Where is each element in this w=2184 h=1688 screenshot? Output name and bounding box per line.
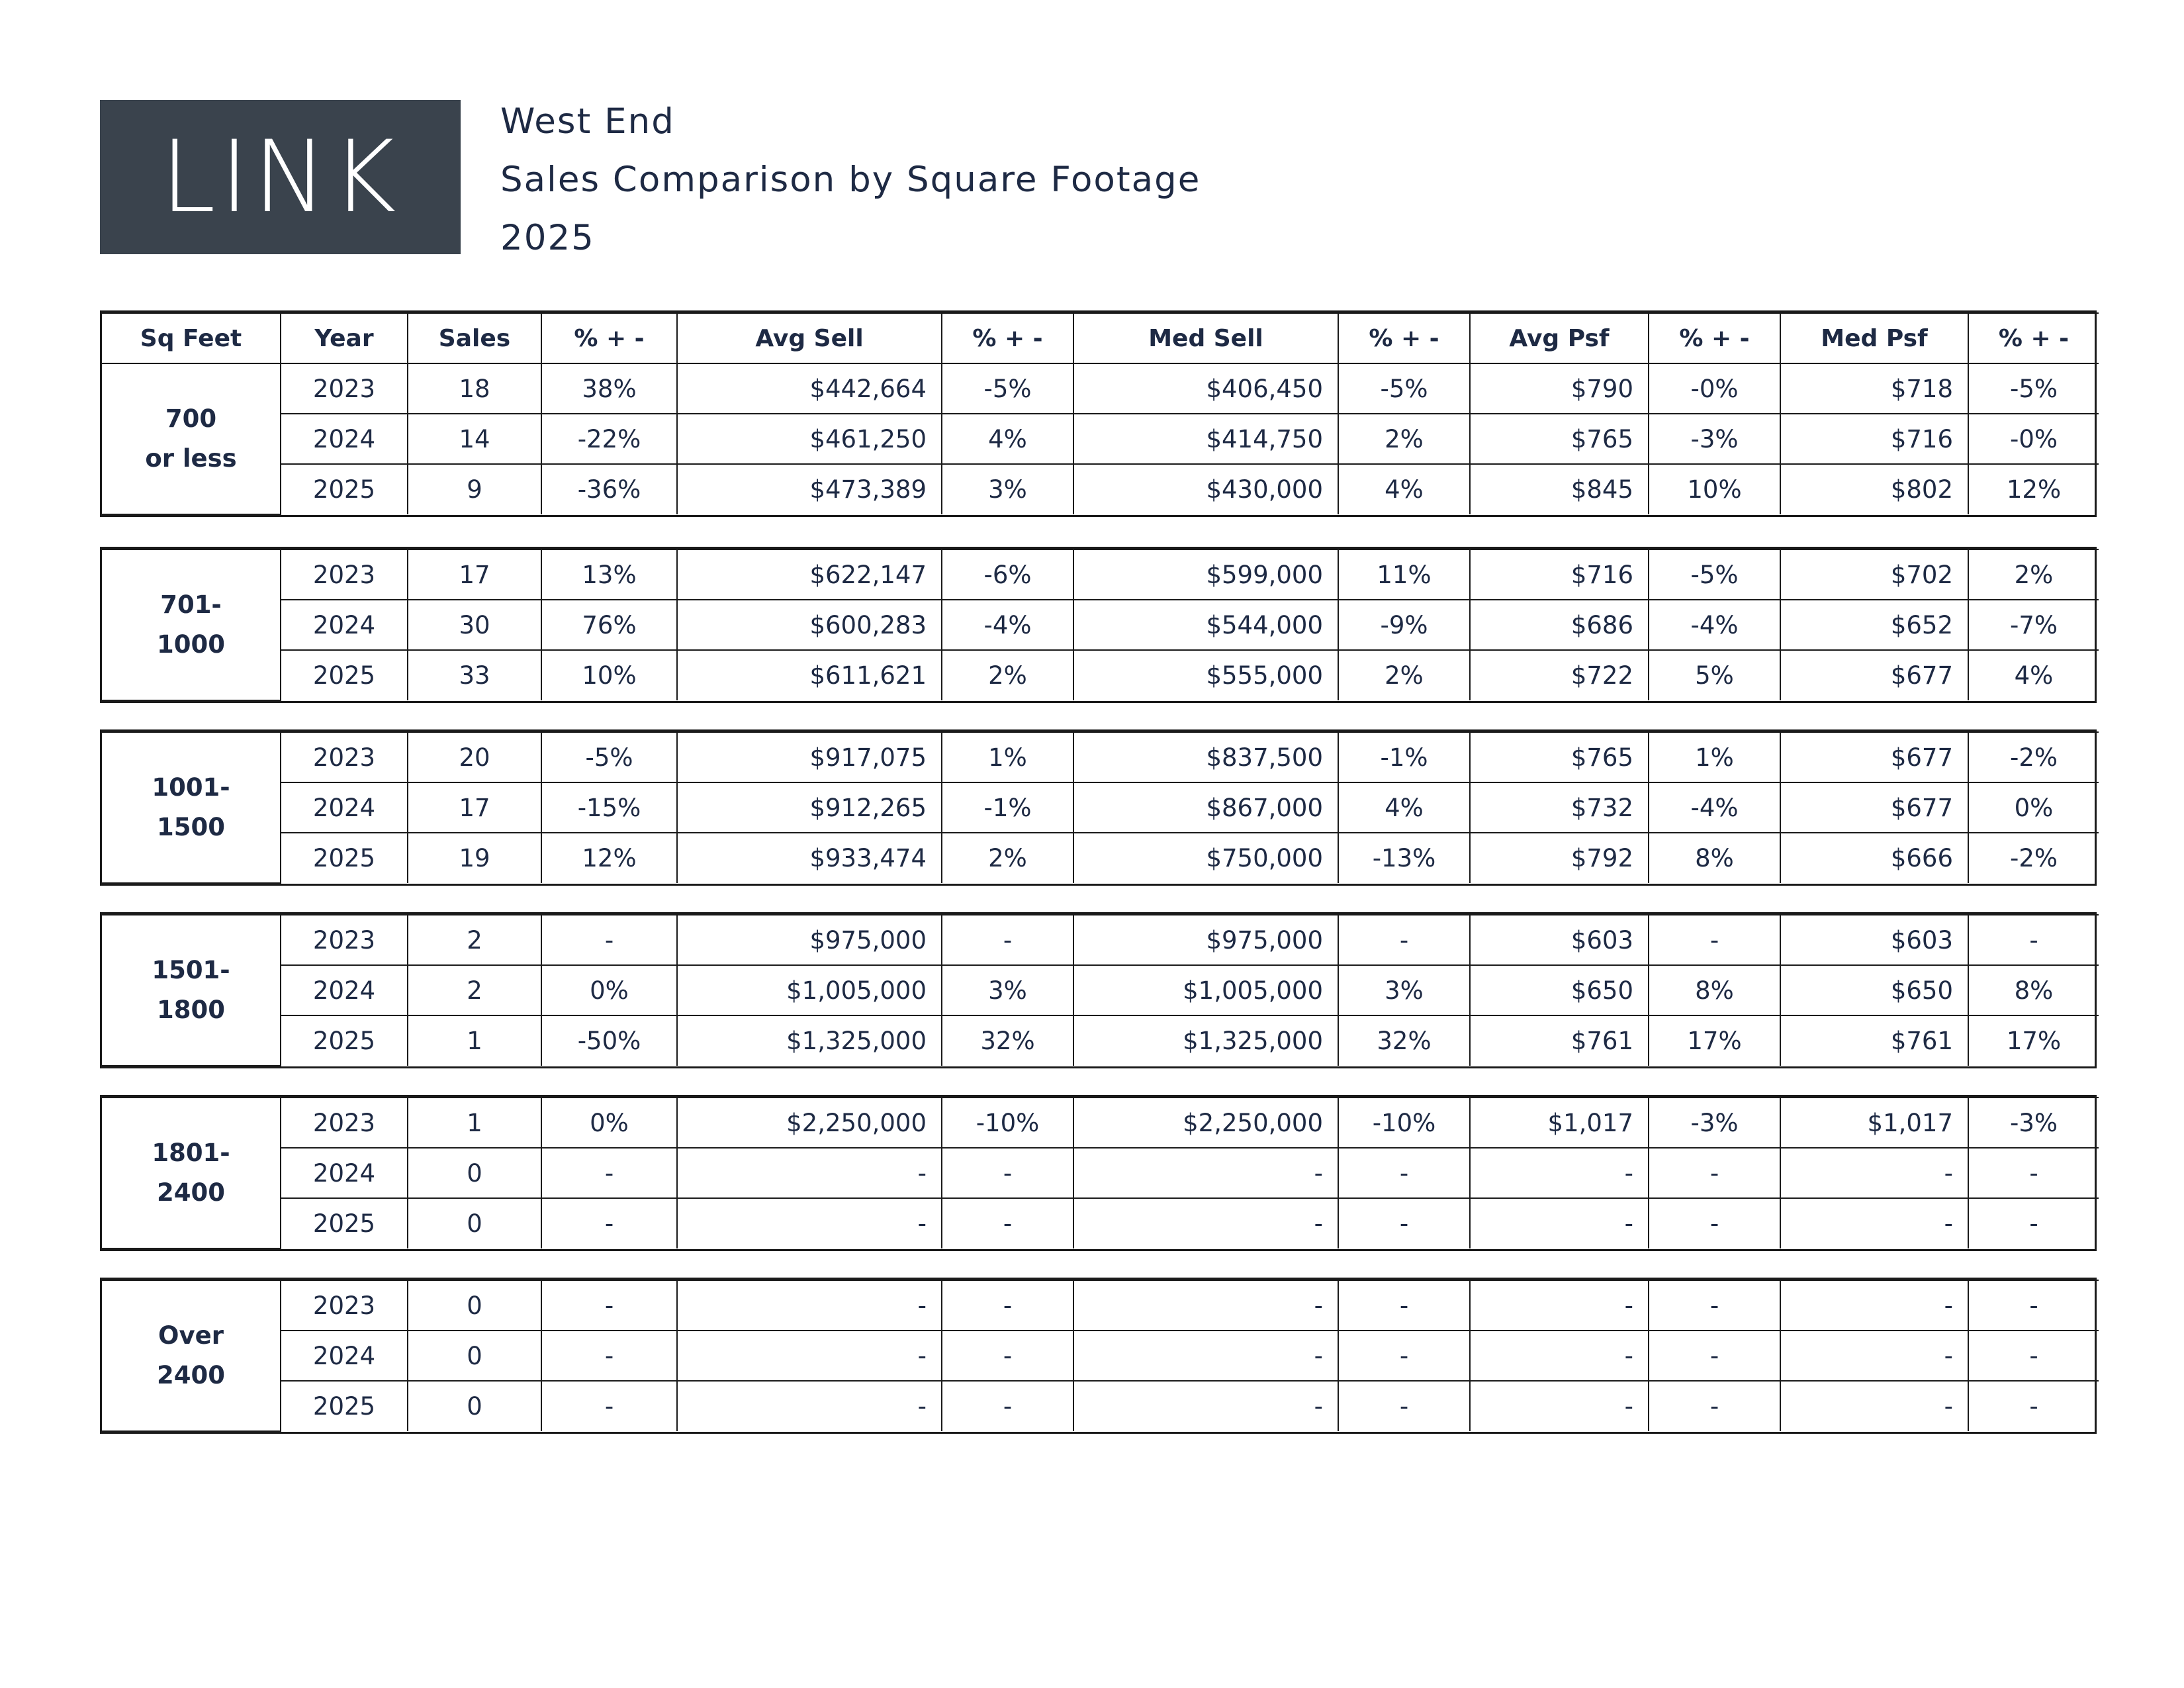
- table-cell: $599,000: [1073, 549, 1338, 600]
- table-cell: $716: [1780, 414, 1968, 464]
- table-cell: 38%: [541, 363, 677, 414]
- table-cell: -: [541, 1198, 677, 1248]
- table-row: [102, 1015, 2099, 1066]
- table-row: [102, 1381, 2099, 1431]
- table-cell: -: [541, 1331, 677, 1381]
- table-cell: -: [1968, 1198, 2099, 1248]
- sqft-group-table: [100, 729, 2097, 886]
- table-cell: -: [1338, 915, 1470, 965]
- table-cell: 2025: [281, 464, 408, 514]
- table-cell: -3%: [1968, 1098, 2099, 1148]
- table-cell: 1: [408, 1015, 541, 1066]
- table-cell: 0: [408, 1148, 541, 1198]
- table-row: [102, 464, 2099, 514]
- table-row: [102, 1280, 2099, 1331]
- table-cell: -: [1968, 1381, 2099, 1431]
- table-cell: -1%: [942, 782, 1073, 833]
- table-cell: 8%: [1649, 833, 1780, 883]
- sqft-range-label: [102, 1098, 281, 1248]
- table-cell: -: [1073, 1280, 1338, 1331]
- table-cell: 1: [408, 1098, 541, 1148]
- sqft-range-line2: 2400: [157, 1361, 225, 1389]
- company-logo: LINK: [100, 100, 461, 254]
- table-cell: $1,325,000: [677, 1015, 942, 1066]
- table-cell: -: [677, 1381, 942, 1431]
- table-cell: -: [1470, 1381, 1649, 1431]
- table-cell: $650: [1780, 965, 1968, 1015]
- table-cell: 2: [408, 965, 541, 1015]
- table-cell: -: [1338, 1381, 1470, 1431]
- table-cell: $917,075: [677, 732, 942, 782]
- table-cell: -50%: [541, 1015, 677, 1066]
- table-row: [102, 600, 2099, 650]
- table-cell: -: [1470, 1280, 1649, 1331]
- table-cell: $837,500: [1073, 732, 1338, 782]
- table-cell: $666: [1780, 833, 1968, 883]
- column-header: Sq Feet: [102, 313, 281, 363]
- table-cell: 0%: [541, 965, 677, 1015]
- table-cell: 3%: [942, 965, 1073, 1015]
- table-cell: 2024: [281, 600, 408, 650]
- table-cell: 17: [408, 782, 541, 833]
- table-cell: $677: [1780, 782, 1968, 833]
- table-cell: -: [1338, 1280, 1470, 1331]
- table-cell: -4%: [1649, 782, 1780, 833]
- table-cell: -5%: [942, 363, 1073, 414]
- table-cell: $761: [1780, 1015, 1968, 1066]
- table-cell: 10%: [1649, 464, 1780, 514]
- table-cell: $716: [1470, 549, 1649, 600]
- sqft-range-line2: 1000: [157, 630, 225, 659]
- table-cell: 2%: [1338, 650, 1470, 700]
- table-cell: 2025: [281, 1015, 408, 1066]
- table-cell: -: [677, 1280, 942, 1331]
- column-header: Med Sell: [1073, 313, 1338, 363]
- table-row: [102, 549, 2099, 600]
- table-cell: 1%: [942, 732, 1073, 782]
- table-row: [102, 965, 2099, 1015]
- table-cell: 2%: [1968, 549, 2099, 600]
- table-cell: 2: [408, 915, 541, 965]
- table-cell: 0: [408, 1331, 541, 1381]
- column-header: Year: [281, 313, 408, 363]
- table-cell: $702: [1780, 549, 1968, 600]
- table-cell: 0: [408, 1198, 541, 1248]
- table-row: [102, 1148, 2099, 1198]
- table-cell: $1,005,000: [1073, 965, 1338, 1015]
- table-cell: 18: [408, 363, 541, 414]
- table-cell: 4%: [1338, 464, 1470, 514]
- table-cell: -2%: [1968, 833, 2099, 883]
- table-cell: -: [1073, 1381, 1338, 1431]
- sqft-group-table: [100, 1278, 2097, 1434]
- table-cell: $750,000: [1073, 833, 1338, 883]
- table-cell: 2025: [281, 833, 408, 883]
- table-cell: -: [942, 1148, 1073, 1198]
- sqft-range-label: [102, 915, 281, 1066]
- table-cell: 0%: [541, 1098, 677, 1148]
- table-cell: 32%: [1338, 1015, 1470, 1066]
- table-cell: -: [942, 1331, 1073, 1381]
- sqft-range-line2: 1800: [157, 996, 225, 1024]
- table-cell: $677: [1780, 650, 1968, 700]
- table-cell: $912,265: [677, 782, 942, 833]
- table-cell: 17%: [1968, 1015, 2099, 1066]
- table-cell: $442,664: [677, 363, 942, 414]
- table-cell: 20: [408, 732, 541, 782]
- sqft-range-line1: 1801-: [152, 1139, 230, 1167]
- sqft-range-line1: 1001-: [152, 773, 230, 802]
- table-cell: -: [541, 1280, 677, 1331]
- table-cell: -10%: [1338, 1098, 1470, 1148]
- table-cell: -: [1780, 1381, 1968, 1431]
- column-header: % + -: [1338, 313, 1470, 363]
- table-cell: 4%: [1338, 782, 1470, 833]
- table-cell: -: [1968, 1280, 2099, 1331]
- table-cell: -: [541, 915, 677, 965]
- sqft-group-table: [100, 1095, 2097, 1251]
- table-cell: -: [677, 1148, 942, 1198]
- table-row: [102, 650, 2099, 700]
- table-cell: -1%: [1338, 732, 1470, 782]
- table-cell: $975,000: [677, 915, 942, 965]
- table-cell: 2024: [281, 414, 408, 464]
- column-header: Sales: [408, 313, 541, 363]
- column-header: Avg Sell: [677, 313, 942, 363]
- table-cell: 2025: [281, 1381, 408, 1431]
- table-cell: -: [1073, 1331, 1338, 1381]
- table-cell: -: [1073, 1148, 1338, 1198]
- table-cell: 14: [408, 414, 541, 464]
- neighborhood-title: West End: [500, 101, 675, 142]
- sqft-group-table: [100, 912, 2097, 1068]
- table-cell: 19: [408, 833, 541, 883]
- table-cell: $650: [1470, 965, 1649, 1015]
- table-cell: $603: [1780, 915, 1968, 965]
- table-cell: -: [1649, 1280, 1780, 1331]
- table-cell: 13%: [541, 549, 677, 600]
- table-cell: -5%: [1968, 363, 2099, 414]
- table-cell: -: [1968, 1331, 2099, 1381]
- table-cell: 17: [408, 549, 541, 600]
- table-cell: 33: [408, 650, 541, 700]
- table-cell: $1,017: [1470, 1098, 1649, 1148]
- report-year: 2025: [500, 218, 595, 258]
- table-row: [102, 414, 2099, 464]
- table-cell: -: [1780, 1331, 1968, 1381]
- column-header: % + -: [541, 313, 677, 363]
- table-cell: -22%: [541, 414, 677, 464]
- table-cell: 8%: [1649, 965, 1780, 1015]
- sqft-range-label: [102, 363, 281, 514]
- table-cell: 2%: [1338, 414, 1470, 464]
- table-cell: 2025: [281, 650, 408, 700]
- sqft-range-label: [102, 732, 281, 883]
- table-cell: -: [1780, 1148, 1968, 1198]
- table-cell: -6%: [942, 549, 1073, 600]
- table-cell: -: [1338, 1331, 1470, 1381]
- table-row: [102, 1331, 2099, 1381]
- table-row: [102, 1198, 2099, 1248]
- table-cell: $430,000: [1073, 464, 1338, 514]
- header-table: [100, 310, 2097, 517]
- table-cell: -13%: [1338, 833, 1470, 883]
- table-cell: 2%: [942, 650, 1073, 700]
- table-cell: -: [1780, 1280, 1968, 1331]
- table-cell: $652: [1780, 600, 1968, 650]
- table-cell: -: [942, 1280, 1073, 1331]
- table-cell: -5%: [541, 732, 677, 782]
- report-title: Sales Comparison by Square Footage: [500, 160, 1201, 200]
- column-header: Avg Psf: [1470, 313, 1649, 363]
- table-cell: -7%: [1968, 600, 2099, 650]
- table-cell: -15%: [541, 782, 677, 833]
- table-cell: $718: [1780, 363, 1968, 414]
- report-title-block: [500, 93, 1201, 267]
- sqft-range-label: [102, 549, 281, 700]
- table-cell: $845: [1470, 464, 1649, 514]
- table-cell: 2024: [281, 782, 408, 833]
- table-cell: $792: [1470, 833, 1649, 883]
- header-row: [102, 313, 2099, 363]
- table-cell: $1,325,000: [1073, 1015, 1338, 1066]
- table-cell: $790: [1470, 363, 1649, 414]
- table-cell: 8%: [1968, 965, 2099, 1015]
- table-cell: $406,450: [1073, 363, 1338, 414]
- table-cell: -4%: [1649, 600, 1780, 650]
- table-cell: 3%: [1338, 965, 1470, 1015]
- table-row: [102, 833, 2099, 883]
- table-cell: $867,000: [1073, 782, 1338, 833]
- table-cell: $473,389: [677, 464, 942, 514]
- table-cell: -3%: [1649, 1098, 1780, 1148]
- table-cell: -36%: [541, 464, 677, 514]
- table-cell: 2023: [281, 549, 408, 600]
- table-cell: 1%: [1649, 732, 1780, 782]
- table-row: [102, 363, 2099, 414]
- table-row: [102, 1098, 2099, 1148]
- table-cell: $1,005,000: [677, 965, 942, 1015]
- table-cell: -: [942, 915, 1073, 965]
- table-cell: 2024: [281, 965, 408, 1015]
- table-cell: -3%: [1649, 414, 1780, 464]
- table-cell: $677: [1780, 732, 1968, 782]
- column-header: % + -: [942, 313, 1073, 363]
- table-cell: -: [1649, 1198, 1780, 1248]
- table-cell: $761: [1470, 1015, 1649, 1066]
- table-cell: -: [1649, 1148, 1780, 1198]
- table-cell: 5%: [1649, 650, 1780, 700]
- table-cell: -: [1338, 1198, 1470, 1248]
- table-cell: 10%: [541, 650, 677, 700]
- table-cell: 0%: [1968, 782, 2099, 833]
- sqft-range-line1: Over: [158, 1321, 224, 1350]
- table-cell: 0: [408, 1280, 541, 1331]
- table-cell: -: [1649, 1381, 1780, 1431]
- table-cell: $975,000: [1073, 915, 1338, 965]
- table-cell: 2023: [281, 1280, 408, 1331]
- table-cell: $414,750: [1073, 414, 1338, 464]
- sqft-range-line2: or less: [145, 444, 237, 473]
- table-cell: -: [1470, 1331, 1649, 1381]
- table-cell: -: [1470, 1198, 1649, 1248]
- table-row: [102, 915, 2099, 965]
- table-cell: 2025: [281, 1198, 408, 1248]
- table-cell: 17%: [1649, 1015, 1780, 1066]
- table-cell: $600,283: [677, 600, 942, 650]
- table-cell: 12%: [541, 833, 677, 883]
- table-cell: $611,621: [677, 650, 942, 700]
- table-cell: 30: [408, 600, 541, 650]
- table-cell: -: [541, 1148, 677, 1198]
- sqft-range-line1: 1501-: [152, 956, 230, 984]
- table-cell: 2%: [942, 833, 1073, 883]
- table-cell: -: [1968, 1148, 2099, 1198]
- table-cell: 0: [408, 1381, 541, 1431]
- column-header: % + -: [1649, 313, 1780, 363]
- column-header: % + -: [1968, 313, 2099, 363]
- table-cell: -: [1338, 1148, 1470, 1198]
- table-cell: $765: [1470, 732, 1649, 782]
- table-cell: $1,017: [1780, 1098, 1968, 1148]
- table-cell: -: [1649, 915, 1780, 965]
- table-cell: -: [1968, 915, 2099, 965]
- table-cell: $722: [1470, 650, 1649, 700]
- table-cell: -10%: [942, 1098, 1073, 1148]
- table-cell: $2,250,000: [677, 1098, 942, 1148]
- table-cell: 3%: [942, 464, 1073, 514]
- sqft-range-line1: 701-: [160, 590, 222, 619]
- table-cell: $461,250: [677, 414, 942, 464]
- sqft-range-line1: 700: [165, 404, 217, 433]
- table-cell: -4%: [942, 600, 1073, 650]
- column-header: Med Psf: [1780, 313, 1968, 363]
- table-cell: 9: [408, 464, 541, 514]
- table-cell: 2023: [281, 363, 408, 414]
- table-cell: 2023: [281, 1098, 408, 1148]
- table-cell: -: [541, 1381, 677, 1431]
- sqft-range-line2: 1500: [157, 813, 225, 841]
- table-cell: $2,250,000: [1073, 1098, 1338, 1148]
- table-cell: 11%: [1338, 549, 1470, 600]
- table-cell: $933,474: [677, 833, 942, 883]
- table-cell: $544,000: [1073, 600, 1338, 650]
- table-cell: -: [1649, 1331, 1780, 1381]
- table-cell: 32%: [942, 1015, 1073, 1066]
- table-cell: 4%: [942, 414, 1073, 464]
- table-cell: 2023: [281, 915, 408, 965]
- table-cell: 4%: [1968, 650, 2099, 700]
- table-cell: $802: [1780, 464, 1968, 514]
- table-cell: -: [1470, 1148, 1649, 1198]
- table-row: [102, 732, 2099, 782]
- table-cell: $603: [1470, 915, 1649, 965]
- table-cell: 2024: [281, 1331, 408, 1381]
- table-cell: 76%: [541, 600, 677, 650]
- table-cell: $732: [1470, 782, 1649, 833]
- table-cell: 12%: [1968, 464, 2099, 514]
- sqft-range-line2: 2400: [157, 1178, 225, 1207]
- table-cell: -5%: [1338, 363, 1470, 414]
- sqft-range-label: [102, 1280, 281, 1431]
- table-cell: -: [677, 1198, 942, 1248]
- table-cell: -2%: [1968, 732, 2099, 782]
- table-cell: -: [1073, 1198, 1338, 1248]
- sqft-group-table: [100, 547, 2097, 703]
- table-cell: -: [1780, 1198, 1968, 1248]
- table-cell: $686: [1470, 600, 1649, 650]
- table-cell: -: [942, 1381, 1073, 1431]
- table-cell: $555,000: [1073, 650, 1338, 700]
- table-cell: $765: [1470, 414, 1649, 464]
- table-cell: 2024: [281, 1148, 408, 1198]
- table-cell: -9%: [1338, 600, 1470, 650]
- table-cell: -: [942, 1198, 1073, 1248]
- table-cell: -0%: [1649, 363, 1780, 414]
- table-cell: -5%: [1649, 549, 1780, 600]
- table-cell: $622,147: [677, 549, 942, 600]
- table-cell: -: [677, 1331, 942, 1381]
- table-row: [102, 782, 2099, 833]
- table-cell: 2023: [281, 732, 408, 782]
- table-cell: -0%: [1968, 414, 2099, 464]
